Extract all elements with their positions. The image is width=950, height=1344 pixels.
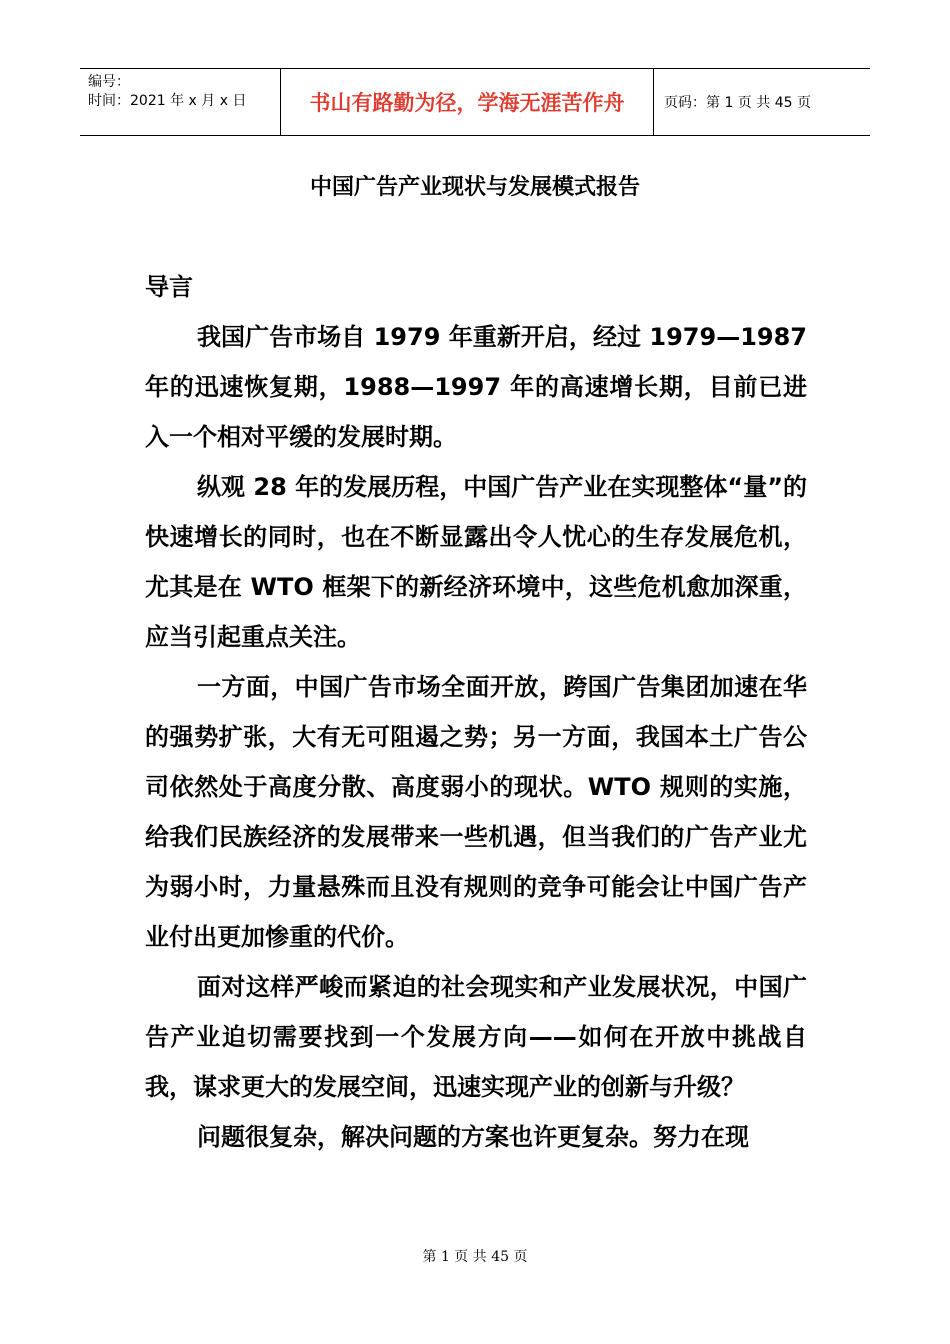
header-meta — [80, 69, 281, 135]
document-date: 时间：2021 年 x 月 x 日 — [88, 93, 247, 109]
paragraph-2: 纵观 28 年的发展历程，中国广告产业在实现整体“量”的快速增长的同时，也在不断显露出令人忧心的生存发展危机，尤其是在 WTO 框架下的新经济环境中，这些危机愈加深重，应当引起重点关注。 — [145, 473, 807, 651]
paragraph-3: 一方面，中国广告市场全面开放，跨国广告集团加速在华的强势扩张，大有无可阻遏之势；另一方面，我国本土广告公司依然处于高度分散、高度弱小的现状。WTO 规则的实施，给我们民族经济的发展带来一些机遇，但当我们的广告产业尤为弱小时，力量悬殊而且没有规则的竞争可能会让中国广告产业付出更加惨重的代价。 — [145, 673, 807, 951]
paragraph-4: 面对这样严峻而紧迫的社会现实和产业发展状况，中国广告产业迫切需要找到一个发展方向——如何在开放中挑战自我，谋求更大的发展空间，迅速实现产业的创新与升级？ — [145, 973, 807, 1101]
header-page-info: 页码：第 1 页 共 45 页 — [664, 95, 811, 111]
page-footer: 第 1 页 共 45 页 — [422, 1249, 528, 1265]
header-motto: 书山有路勤为径，学海无涯苦作舟 — [281, 69, 654, 135]
paragraph-1: 我国广告市场自 1979 年重新开启，经过 1979—1987 年的迅速恢复期，1988—1997 年的高速增长期，目前已进入一个相对平缓的发展时期。 — [145, 323, 807, 451]
section-heading: 导言 — [145, 273, 193, 301]
paragraph-5: 问题很复杂，解决问题的方案也许更复杂。努力在现 — [197, 1123, 749, 1151]
document-header — [80, 68, 870, 136]
document-number-label: 编号： — [88, 74, 130, 90]
document-body — [145, 262, 807, 1162]
document-title: 中国广告产业现状与发展模式报告 — [309, 175, 640, 200]
